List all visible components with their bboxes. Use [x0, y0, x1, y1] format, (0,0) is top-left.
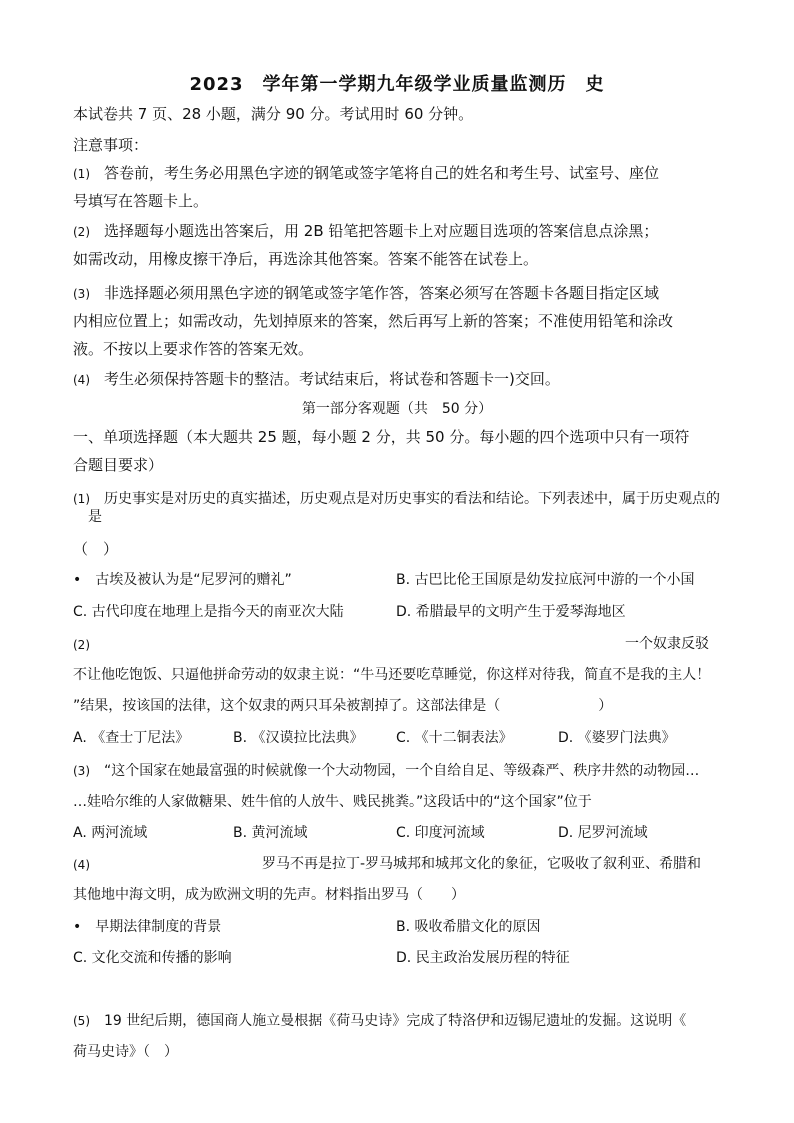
note-1-cont: 号填写在答题卡上。 — [73, 192, 209, 210]
note-1 — [73, 162, 659, 185]
section-heading-cont: 合题目要求） — [73, 456, 164, 474]
option-c[interactable]: C. 《十二铜表法》 — [396, 730, 513, 746]
option-a[interactable]: A. 《查士丁尼法》 — [73, 730, 190, 746]
note-3-cont: 内相应位置上；如需改动，先划掉原来的答案，然后再写上新的答案；不准使用铅笔和涂改 — [73, 312, 674, 330]
answer-blank: （ ） — [73, 540, 119, 558]
option-d[interactable]: D. 《婆罗门法典》 — [558, 730, 676, 746]
section-heading: 一、单项选择题（本大题共 25 题，每小题 2 分，共 50 分。每小题的四个选项中只有一项符 — [73, 428, 690, 446]
question-text: 19 世纪后期，德国商人施立曼根据《荷马史诗》完成了特洛伊和迈锡尼遗址的发掘。这说明《 — [104, 1013, 687, 1029]
question-number: (3) — [73, 764, 90, 778]
option-b[interactable]: B. 《汉谟拉比法典》 — [233, 730, 364, 746]
option-b[interactable]: B. 黄河流域 — [233, 825, 308, 841]
question-3 — [73, 760, 699, 782]
question-number: (5) — [73, 1014, 90, 1028]
intro-text: 本试卷共 7 页、28 小题，满分 90 分。考试用时 60 分钟。 — [73, 105, 474, 123]
option-a[interactable]: A. 两河流域 — [73, 825, 148, 841]
exam-title: 2023 学年第一学期九年级学业质量监测历 史 — [189, 74, 605, 95]
note-number: (1) — [73, 167, 90, 181]
note-number: (2) — [73, 225, 90, 239]
question-1 — [73, 488, 720, 510]
question-5 — [73, 1010, 686, 1032]
option-b[interactable]: B. 古巴比伦王国原是幼发拉底河中游的一个小国 — [396, 572, 695, 588]
note-3-cont2: 液。不按以上要求作答的答案无效。 — [73, 340, 314, 358]
note-text: 答卷前，考生务必用黑色字迹的钢笔或签字笔将自己的姓名和考生号、试室号、座位 — [104, 164, 660, 182]
question-number: (1) — [73, 492, 90, 506]
part-title: 第一部分客观题（共 50 分） — [301, 401, 493, 417]
option-c[interactable]: C. 古代印度在地理上是指今天的南亚次大陆 — [73, 604, 344, 620]
option-a[interactable]: • 早期法律制度的背景 — [73, 919, 222, 935]
note-text: 考生必须保持答题卡的整洁。考试结束后，将试卷和答题卡一)交回。 — [104, 370, 560, 388]
question-text: “这个国家在她最富强的时候就像一个大动物园，一个自给自足、等级森严、秩序井然的动物园… — [104, 763, 700, 779]
question-4-cont: 其他地中海文明，成为欧洲文明的先声。材料指出罗马（ ） — [73, 887, 465, 903]
question-5-cont: 荷马史诗》（ ） — [73, 1044, 178, 1060]
question-4 — [73, 853, 104, 876]
option-c[interactable]: C. 印度河流域 — [396, 825, 485, 841]
note-3 — [73, 282, 659, 305]
question-2-cont2: ”结果，按该国的法律，这个奴隶的两只耳朵被割掉了。这部法律是（ ） — [73, 698, 613, 714]
option-c[interactable]: C. 文化交流和传播的影响 — [73, 950, 232, 966]
note-4 — [73, 368, 560, 391]
question-3-cont: …娃哈尔维的人家做糖果、姓牛倌的人放牛、贱民挑粪。”这段话中的“这个国家”位于 — [73, 794, 592, 810]
option-b[interactable]: B. 吸收希腊文化的原因 — [396, 919, 541, 935]
question-4-text: 罗马不再是拉丁-罗马城邦和城邦文化的象征，它吸收了叙利亚、希腊和 — [262, 856, 702, 872]
question-2-text: 一个奴隶反驳 — [625, 636, 709, 652]
question-2-cont: 不让他吃饱饭、只逼他拼命劳动的奴隶主说：“牛马还要吃草睡觉，你这样对待我，简直不是我的主人！ — [73, 667, 711, 683]
question-text: 历史事实是对历史的真实描述，历史观点是对历史事实的看法和结论。下列表述中，属于历史观点的 — [104, 491, 720, 507]
option-d[interactable]: D. 希腊最早的文明产生于爱琴海地区 — [396, 604, 626, 620]
note-text: 非选择题必须用黑色字迹的钢笔或签字笔作答，答案必须写在答题卡各题目指定区域 — [104, 284, 660, 302]
option-d[interactable]: D. 民主政治发展历程的特征 — [396, 950, 570, 966]
question-1-cont: 是 — [88, 509, 102, 525]
option-d[interactable]: D. 尼罗河流域 — [558, 825, 648, 841]
note-number: (3) — [73, 287, 90, 301]
notes-heading: 注意事项： — [73, 136, 149, 154]
note-2 — [73, 220, 658, 243]
question-2 — [73, 633, 104, 656]
note-2-cont: 如需改动，用橡皮擦干净后，再选涂其他答案。答案不能答在试卷上。 — [73, 250, 539, 268]
question-number: (2) — [73, 638, 90, 652]
question-number: (4) — [73, 858, 90, 872]
option-a[interactable]: • 古埃及被认为是“尼罗河的赠礼” — [73, 572, 292, 588]
note-number: (4) — [73, 373, 90, 387]
note-text: 选择题每小题选出答案后，用 2B 铅笔把答题卡上对应题目选项的答案信息点涂黑； — [104, 222, 659, 240]
